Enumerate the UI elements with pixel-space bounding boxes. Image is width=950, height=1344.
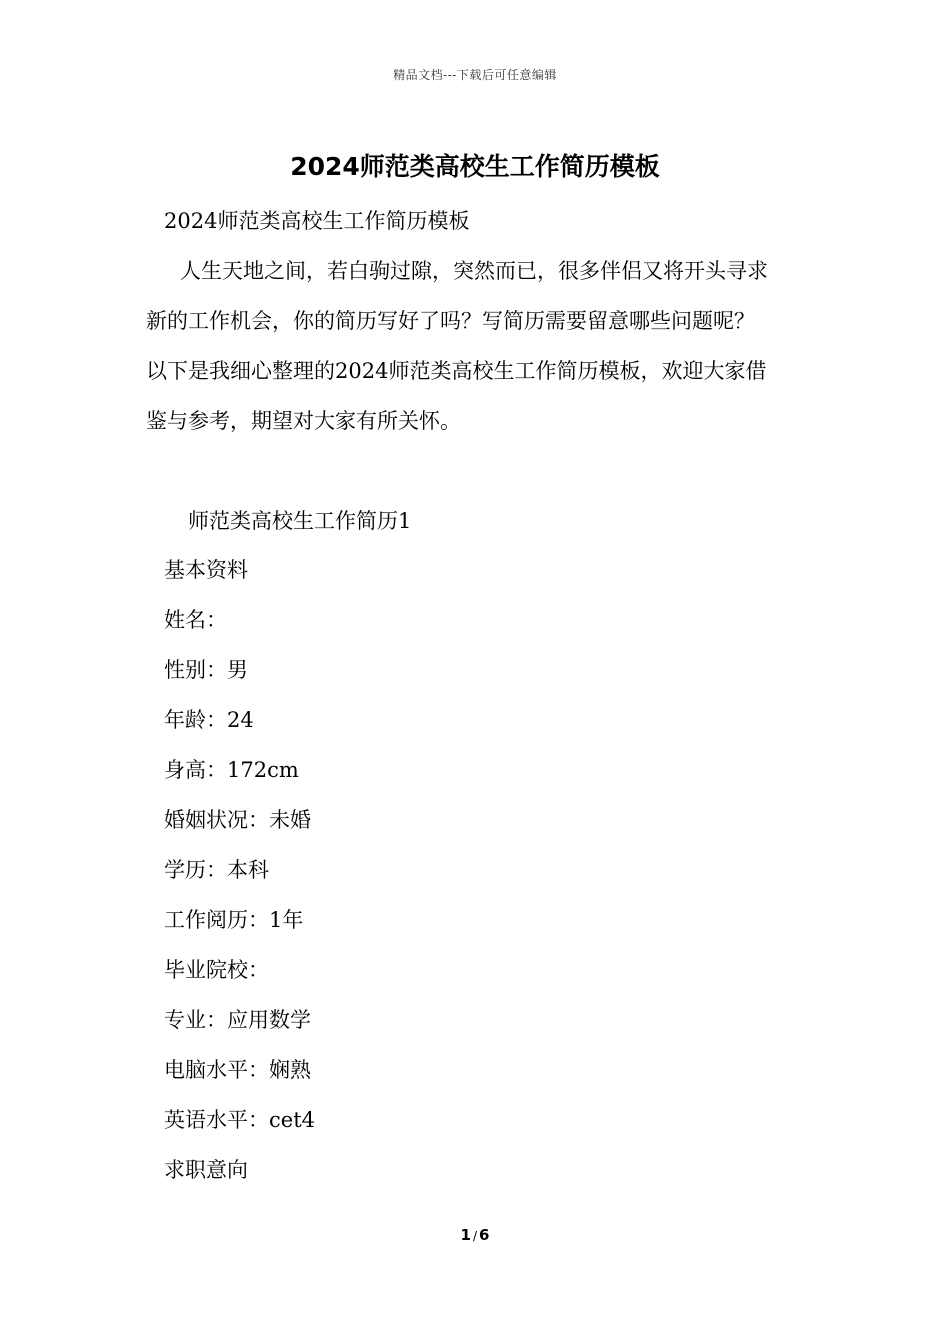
field-marital-status: 婚姻状况：未婚: [164, 808, 311, 832]
total-pages: 6: [479, 1226, 490, 1244]
field-education: 学历：本科: [164, 858, 269, 882]
field-work-experience: 工作阅历：1年: [164, 908, 304, 932]
field-job-intention: 求职意向: [164, 1158, 248, 1182]
page-header: 精品文档---下载后可任意编辑: [393, 68, 557, 82]
intro-line: 以下是我细心整理的2024师范类高校生工作简历模板，欢迎大家借: [146, 359, 767, 383]
field-major: 专业：应用数学: [164, 1008, 311, 1032]
field-name: 姓名：: [164, 608, 227, 632]
document-title: 2024师范类高校生工作简历模板: [290, 152, 660, 181]
field-english-level: 英语水平：cet4: [164, 1108, 315, 1132]
field-computer-skill: 电脑水平：娴熟: [164, 1058, 311, 1082]
page-number: [0, 1226, 950, 1244]
field-height: 身高：172cm: [164, 758, 299, 782]
intro-line: 鉴与参考，期望对大家有所关怀。: [146, 409, 461, 433]
field-age: 年龄：24: [164, 708, 254, 732]
current-page: 1: [460, 1226, 471, 1244]
page-separator: /: [472, 1229, 478, 1243]
document-subtitle: 2024师范类高校生工作简历模板: [164, 209, 470, 233]
intro-line: 新的工作机会，你的简历写好了吗？写简历需要留意哪些问题呢？: [146, 309, 755, 333]
section-title: 师范类高校生工作简历1: [188, 509, 412, 533]
field-graduate-school: 毕业院校：: [164, 958, 269, 982]
intro-paragraph: [146, 256, 806, 456]
field-gender: 性别：男: [164, 658, 248, 682]
intro-line: 人生天地之间，若白驹过隙，突然而已，很多伴侣又将开头寻求: [180, 259, 768, 283]
field-basic-info: 基本资料: [164, 558, 248, 582]
